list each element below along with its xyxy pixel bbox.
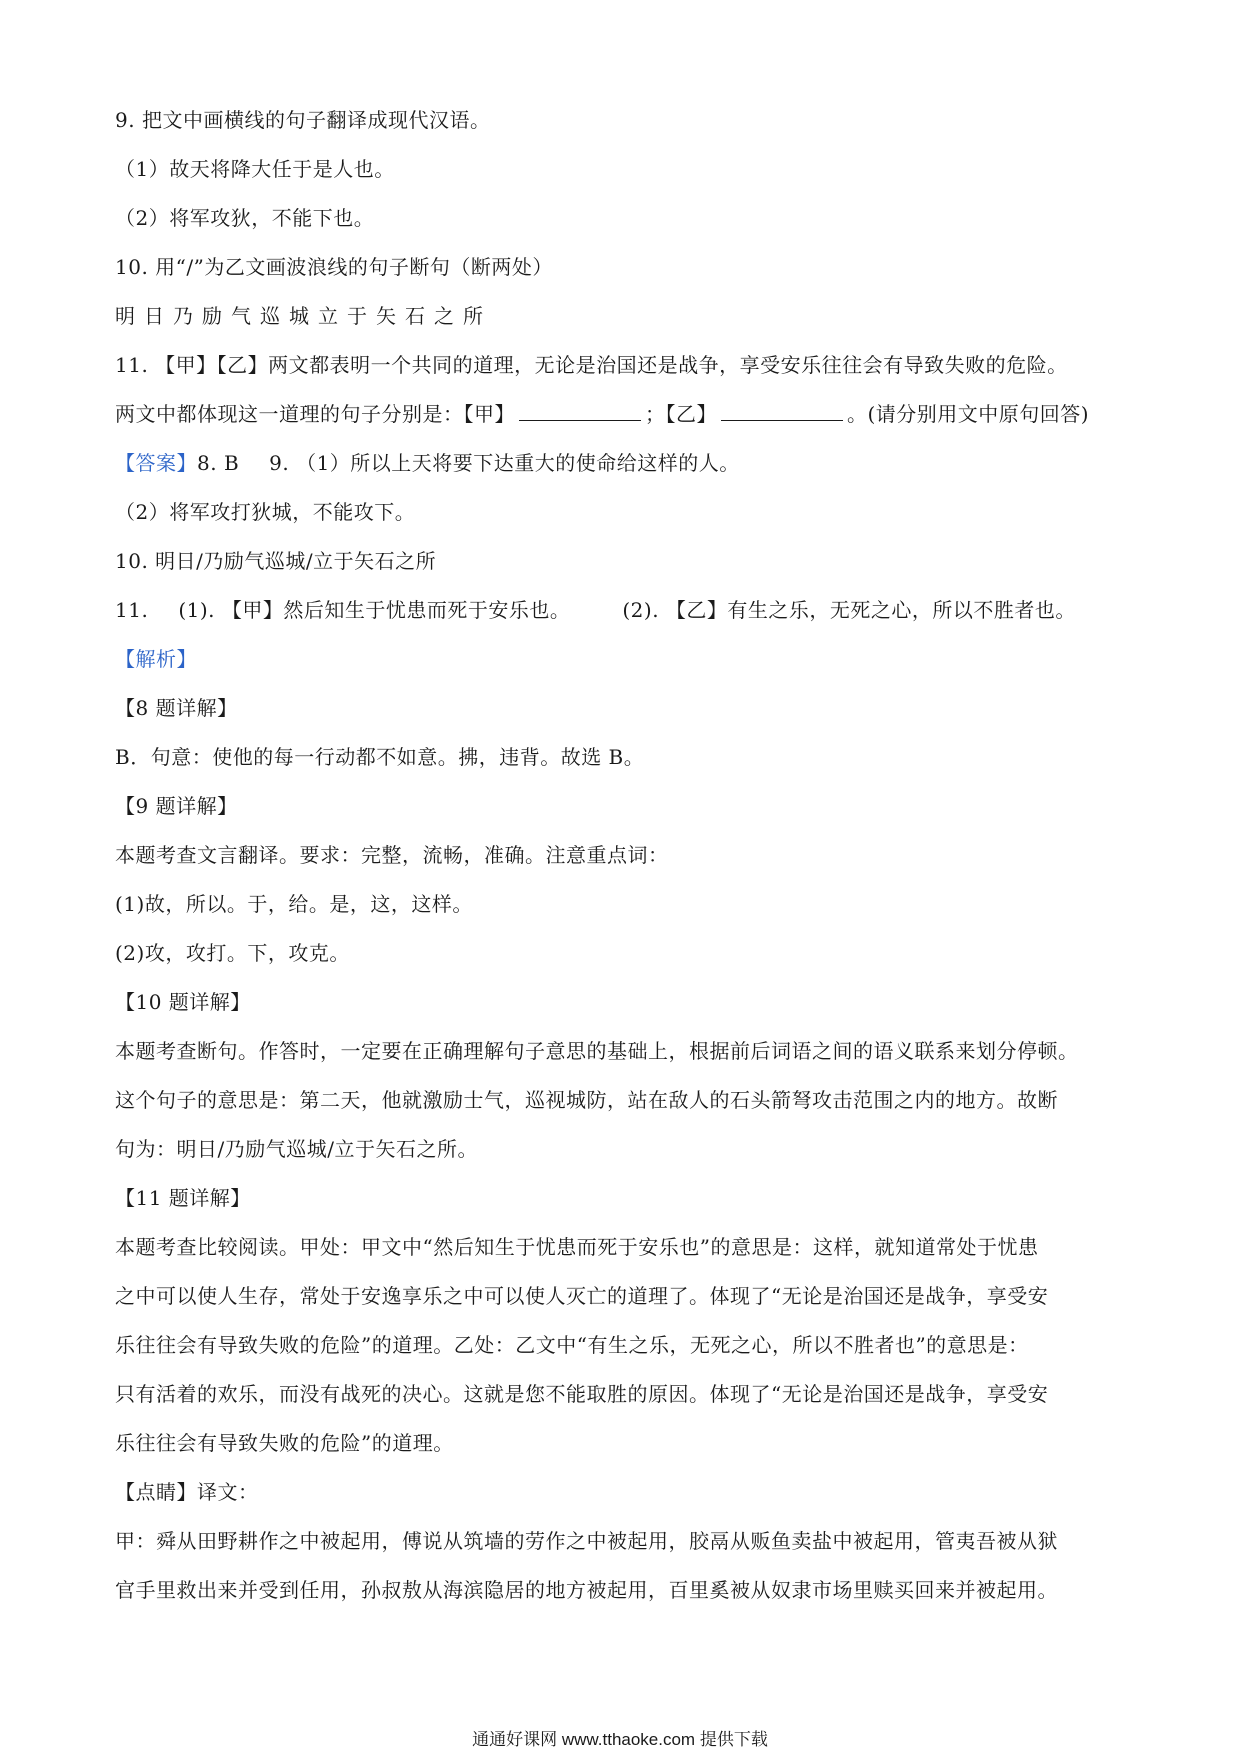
- analysis-11-text-4: 只有活着的欢乐，而没有战死的决心。这就是您不能取胜的原因。体现了“无论是治国还是战争，享受安: [115, 1382, 1049, 1406]
- analysis-11-text-2: 之中可以使人生存，常处于安逸享乐之中可以使人灭亡的道理了。体现了“无论是治国还是战争，享受安: [115, 1284, 1049, 1308]
- question-10-stem: 10. 用“/”为乙文画波浪线的句子断句（断两处）: [115, 255, 553, 279]
- analysis-heading-8: 【8 题详解】: [115, 696, 238, 720]
- page-footer: 通通好课网 www.tthaoke.com 提供下载: [472, 1730, 768, 1749]
- answer-blank-yi: [721, 402, 843, 421]
- question-11-line2-a: 两文中都体现这一道理的句子分别是：【甲】: [115, 402, 515, 426]
- question-11-line2-c: 。(请分别用文中原句回答): [847, 402, 1090, 426]
- analysis-9-text-1: 本题考查文言翻译。要求：完整，流畅，准确。注意重点词：: [115, 843, 669, 867]
- analysis-11-text-5: 乐往往会有导致失败的危险”的道理。: [115, 1431, 454, 1455]
- analysis-11-text-3: 乐往往会有导致失败的危险”的道理。乙处：乙文中“有生之乐，无死之心，所以不胜者也”的意思是：: [115, 1333, 1029, 1357]
- answer-9-1: 9. （1）所以上天将要下达重大的使命给这样的人。: [269, 451, 740, 475]
- question-10-sentence: 明日乃励气巡城立于矢石之所: [115, 304, 492, 328]
- analysis-9-text-3: (2)攻，攻打。下，攻克。: [115, 941, 350, 965]
- analysis-label: 【解析】: [115, 647, 197, 671]
- answer-8: 8. B: [197, 451, 240, 475]
- highlight-heading: 【点睛】译文：: [115, 1480, 259, 1504]
- answer-label: 【答案】: [115, 451, 197, 475]
- answer-10: 10. 明日/乃励气巡城/立于矢石之所: [115, 549, 437, 573]
- answer-11-num: 11.: [115, 598, 149, 622]
- analysis-heading-10: 【10 题详解】: [115, 990, 251, 1014]
- analysis-10-text-1: 本题考查断句。作答时，一定要在正确理解句子意思的基础上，根据前后词语之间的语义联系来划分停顿。: [115, 1039, 1079, 1063]
- analysis-8-text: B．句意：使他的每一行动都不如意。拂，违背。故选 B。: [115, 745, 645, 769]
- answer-blank-jia: [519, 402, 641, 421]
- question-9-sub1: （1）故天将降大任于是人也。: [115, 157, 395, 181]
- translation-text-1: 甲：舜从田野耕作之中被起用，傅说从筑墙的劳作之中被起用，胶鬲从贩鱼卖盐中被起用，管夷吾被从狱: [115, 1529, 1058, 1553]
- question-9-sub2: （2）将军攻狄，不能下也。: [115, 206, 375, 230]
- analysis-11-text-1: 本题考查比较阅读。甲处：甲文中“然后知生于忧患而死于安乐也”的意思是：这样，就知道常处于忧患: [115, 1235, 1039, 1259]
- question-11-stem: 11. 【甲】【乙】两文都表明一个共同的道理，无论是治国还是战争，享受安乐往往会有导致失败的危险。: [115, 353, 1068, 377]
- question-9-stem: 9. 把文中画横线的句子翻译成现代汉语。: [115, 108, 491, 132]
- answer-11-2: (2). 【乙】有生之乐，无死之心，所以不胜者也。: [622, 598, 1076, 622]
- analysis-heading-9: 【9 题详解】: [115, 794, 238, 818]
- translation-text-2: 官手里救出来并受到任用，孙叔敖从海滨隐居的地方被起用，百里奚被从奴隶市场里赎买回来并被起用。: [115, 1578, 1058, 1602]
- analysis-10-text-2: 这个句子的意思是：第二天，他就激励士气，巡视城防，站在敌人的石头箭弩攻击范围之内的地方。故断: [115, 1088, 1058, 1112]
- analysis-9-text-2: (1)故，所以。于，给。是，这，这样。: [115, 892, 473, 916]
- analysis-heading-11: 【11 题详解】: [115, 1186, 251, 1210]
- document-page: [115, 96, 1135, 1615]
- answer-11: [115, 586, 1135, 635]
- answer-11-1: (1). 【甲】然后知生于忧患而死于安乐也。: [178, 598, 571, 622]
- answer-row-1: [115, 439, 1135, 488]
- answer-9-2: （2）将军攻打狄城，不能攻下。: [115, 500, 416, 524]
- question-11-line2-b: ；【乙】: [645, 402, 717, 426]
- analysis-10-text-3: 句为：明日/乃励气巡城/立于矢石之所。: [115, 1137, 478, 1161]
- question-11-line2: [115, 390, 1135, 439]
